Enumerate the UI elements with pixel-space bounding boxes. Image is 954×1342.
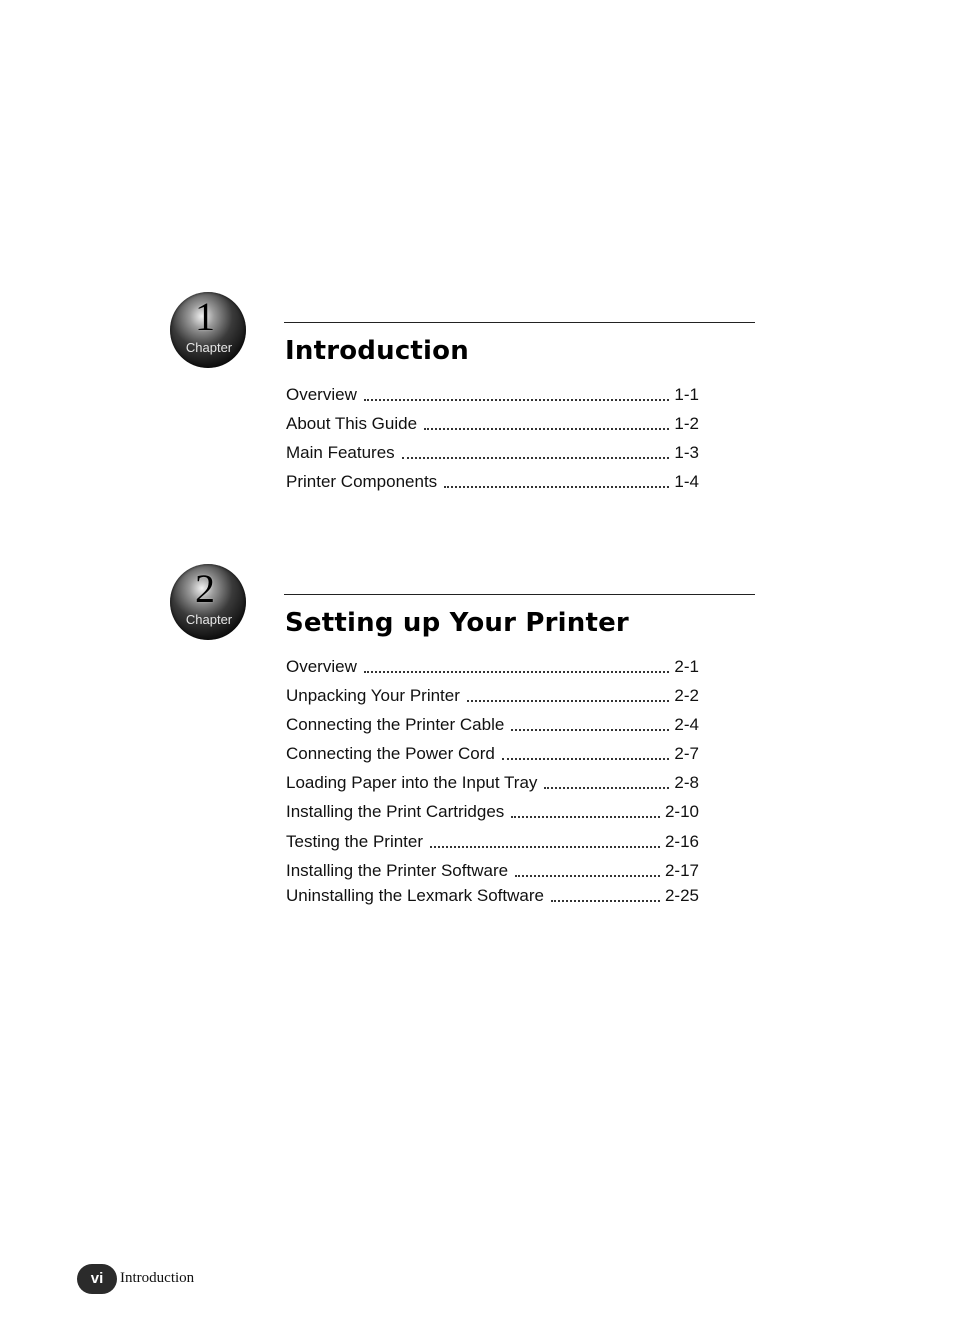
toc-entry[interactable] xyxy=(286,886,699,908)
toc-leader-dots xyxy=(424,428,669,430)
toc-entry-page: 2-25 xyxy=(664,886,699,905)
toc-leader-dots xyxy=(551,900,660,902)
toc-entry-label: Unpacking Your Printer xyxy=(286,686,460,705)
toc-entry[interactable] xyxy=(286,861,699,883)
toc-entry-label: Printer Components xyxy=(286,472,438,491)
toc-entry[interactable] xyxy=(286,773,699,795)
toc-entry-label: Connecting the Printer Cable xyxy=(286,715,505,734)
chapter-title: Setting up Your Printer xyxy=(285,608,629,638)
toc-entry[interactable] xyxy=(286,385,699,407)
toc-entry-page: 2-17 xyxy=(664,861,699,880)
toc-entry[interactable] xyxy=(286,657,699,679)
chapter-1-badge xyxy=(170,292,246,368)
toc-leader-dots xyxy=(467,700,670,702)
toc-entry-page: 1-4 xyxy=(674,472,699,491)
toc-entry-label: Connecting the Power Cord xyxy=(286,744,495,763)
toc-entry[interactable] xyxy=(286,744,699,766)
toc-entry-page: 2-4 xyxy=(674,715,699,734)
chapter-number: 1 xyxy=(195,294,215,339)
toc-entry-label: Uninstalling the Lexmark Software xyxy=(286,886,544,905)
toc-entry-label: About This Guide xyxy=(286,414,418,433)
toc-entry[interactable] xyxy=(286,414,699,436)
footer-section-name: Introduction xyxy=(120,1270,195,1286)
toc-leader-dots xyxy=(364,399,670,401)
toc-entry[interactable] xyxy=(286,832,699,854)
toc-entry-label: Overview xyxy=(286,657,357,676)
toc-entry[interactable] xyxy=(286,686,699,708)
toc-leader-dots xyxy=(444,486,669,488)
toc-entry-page: 2-2 xyxy=(674,686,699,705)
chapter-badge-label: Chapter xyxy=(185,612,233,627)
chapter-divider xyxy=(284,594,755,595)
footer-page-number: vi xyxy=(77,1264,117,1294)
chapter-number: 2 xyxy=(195,566,215,611)
toc-entry-label: Loading Paper into the Input Tray xyxy=(286,773,538,792)
toc-leader-dots xyxy=(402,457,670,459)
chapter-2-badge xyxy=(170,564,246,640)
toc-entry[interactable] xyxy=(286,472,699,494)
toc-leader-dots xyxy=(364,671,670,673)
toc-entry-page: 1-3 xyxy=(674,443,699,462)
toc-entry-label: Installing the Printer Software xyxy=(286,861,509,880)
toc-entry[interactable] xyxy=(286,715,699,737)
toc-entry-label: Main Features xyxy=(286,443,395,462)
toc-entry-page: 2-1 xyxy=(674,657,699,676)
toc-entry-page: 2-7 xyxy=(674,744,699,763)
toc-leader-dots xyxy=(430,846,660,848)
toc-entry-page: 1-2 xyxy=(674,414,699,433)
toc-entry-label: Testing the Printer xyxy=(286,832,424,851)
toc-entry-page: 1-1 xyxy=(674,385,699,404)
toc-entry[interactable] xyxy=(286,802,699,824)
toc-leader-dots xyxy=(502,758,670,760)
toc-entry-page: 2-16 xyxy=(664,832,699,851)
toc-leader-dots xyxy=(515,875,660,877)
toc-entry-label: Installing the Print Cartridges xyxy=(286,802,505,821)
toc-entry-page: 2-10 xyxy=(664,802,699,821)
toc-leader-dots xyxy=(511,816,660,818)
toc-leader-dots xyxy=(544,787,669,789)
toc-leader-dots xyxy=(511,729,669,731)
toc-entry-page: 2-8 xyxy=(674,773,699,792)
chapter-divider xyxy=(284,322,755,323)
chapter-title: Introduction xyxy=(285,336,469,366)
toc-entry[interactable] xyxy=(286,443,699,465)
toc-entry-label: Overview xyxy=(286,385,357,404)
chapter-badge-label: Chapter xyxy=(185,340,233,355)
